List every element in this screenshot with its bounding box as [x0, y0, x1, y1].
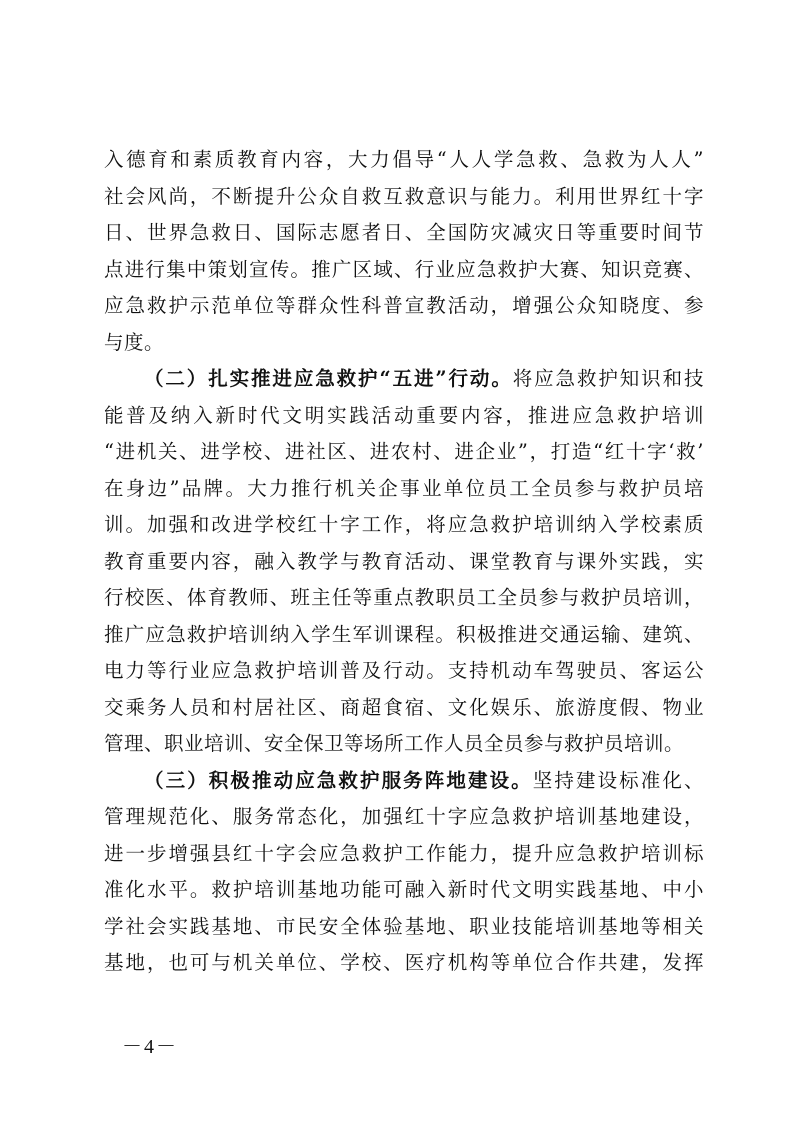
body-text — [104, 142, 704, 982]
text-line: 管理规范化、服务常态化，加强红十字应急救护培训基地建设， — [104, 805, 704, 828]
text-line: 应急救护示范单位等群众性科普宣教活动，增强公众知晓度、参 — [104, 294, 704, 317]
text-line: 点进行集中策划宣传。推广区域、行业应急救护大赛、知识竞赛、 — [104, 257, 704, 281]
text-line: 教育重要内容，融入教学与教育活动、课堂教育与课外实践，实 — [104, 549, 704, 573]
text-line — [104, 361, 704, 398]
text-line: 社会风尚，不断提升公众自救互救意识与能力。利用世界红十字 — [104, 184, 704, 208]
text-line: 能普及纳入新时代文明实践活动重要内容，推进应急救护培训 — [104, 403, 704, 427]
text-line: 推广应急救护培训纳入学生军训课程。积极推进交通运输、建筑、 — [104, 622, 704, 646]
text-line: 行校医、体育教师、班主任等重点教职员工全员参与救护员培训， — [104, 586, 704, 609]
text-line: 基地，也可与机关单位、学校、医疗机构等单位合作共建，发挥 — [104, 951, 704, 974]
heading-line-rest: 坚持建设标准化、 — [532, 768, 704, 792]
paragraph-1 — [104, 142, 704, 361]
paragraph-3 — [104, 763, 704, 982]
text-line: 电力等行业应急救护培训普及行动。支持机动车驾驶员、客运公 — [104, 659, 704, 682]
text-line: 准化水平。救护培训基地功能可融入新时代文明实践基地、中小 — [104, 878, 704, 901]
text-line: 在身边”品牌。大力推行机关企事业单位员工全员参与救护员培 — [104, 476, 704, 500]
text-line: 进一步增强县红十字会应急救护工作能力，提升应急救护培训标 — [104, 841, 704, 865]
text-line: 交乘务人员和村居社区、商超食宿、文化娱乐、旅游度假、物业 — [104, 695, 704, 719]
text-line: 管理、职业培训、安全保卫等场所工作人员全员参与救护员培训。 — [104, 732, 685, 755]
text-line: 入德育和素质教育内容，大力倡导“人人学急救、急救为人人” — [104, 148, 704, 171]
section-heading: （二）扎实推进应急救护“五进”行动。 — [144, 367, 513, 390]
paragraph-2 — [104, 361, 704, 763]
section-heading: （三）积极推动应急救护服务阵地建设。 — [144, 768, 533, 792]
text-line: “进机关、进学校、进社区、进农村、进企业”，打造“红十字‘救’ — [104, 440, 704, 463]
heading-line-rest: 将应急救护知识和技 — [512, 367, 704, 390]
text-line — [104, 763, 704, 800]
text-line: 与度。 — [104, 330, 165, 354]
text-line: 训。加强和改进学校红十字工作，将应急救护培训纳入学校素质 — [104, 513, 704, 536]
text-line: 日、世界急救日、国际志愿者日、全国防灾减灾日等重要时间节 — [104, 221, 704, 244]
page-number: －4－ — [122, 1036, 178, 1058]
text-line: 学社会实践基地、市民安全体验基地、职业技能培训基地等相关 — [104, 914, 704, 938]
